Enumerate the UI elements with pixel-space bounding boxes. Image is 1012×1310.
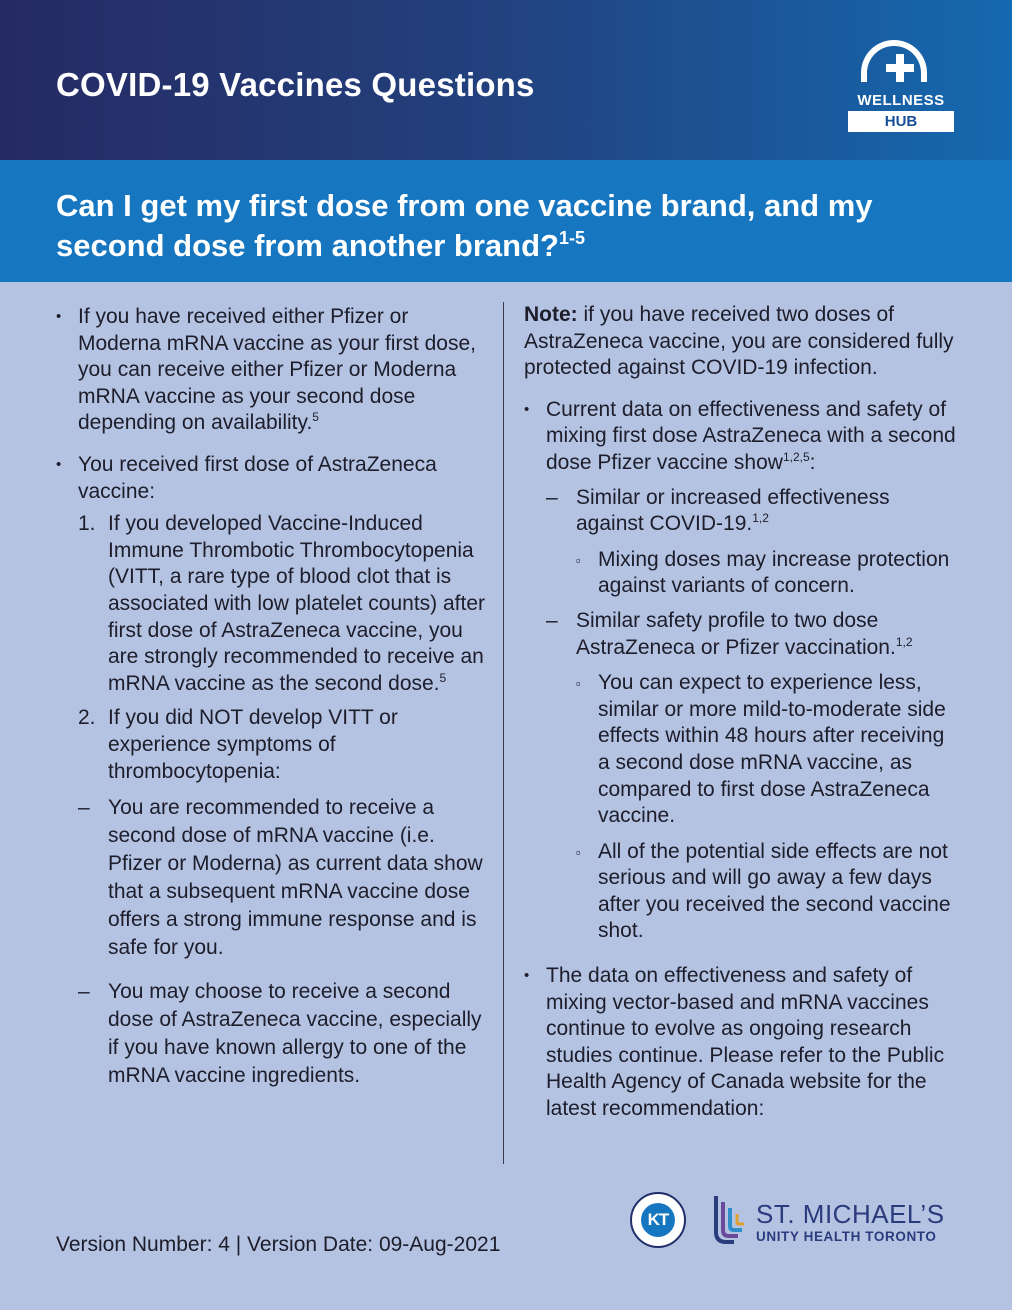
version-info: Version Number: 4 | Version Date: 09-Aug-2021 bbox=[56, 1233, 501, 1256]
logo-wordmark: WELLNESS bbox=[857, 92, 945, 109]
dash-item bbox=[56, 978, 488, 1090]
note-paragraph bbox=[524, 302, 960, 382]
square-item bbox=[524, 547, 960, 600]
question-banner bbox=[0, 160, 1012, 282]
st-michaels-name: ST. MICHAEL’S bbox=[756, 1199, 945, 1229]
dash-item bbox=[56, 794, 488, 962]
document-title: COVID-19 Vaccines Questions bbox=[56, 66, 535, 103]
list-item-suffix: : bbox=[809, 450, 816, 474]
dash-marker: – bbox=[78, 796, 90, 820]
square-item bbox=[524, 839, 960, 945]
square-bullet-icon: ▫ bbox=[576, 676, 581, 692]
wellness-hub-logo bbox=[848, 40, 954, 132]
bullet-marker: • bbox=[524, 400, 530, 418]
list-item-text: If you did NOT develop VITT or experience symptoms of thrombocytopenia: bbox=[108, 706, 398, 783]
list-item bbox=[56, 452, 488, 505]
square-item bbox=[524, 670, 960, 830]
dash-marker: – bbox=[78, 980, 90, 1004]
list-item bbox=[56, 304, 488, 437]
list-item-text: Similar or increased effectiveness against COVID-19. bbox=[576, 485, 890, 536]
logo-hub-label: HUB bbox=[848, 111, 954, 132]
list-item-text: If you developed Vaccine-Induced Immune Thrombotic Thrombocytopenia (VITT, a rare type of blood clot that is associated with low platelet counts) after first dose of AstraZeneca vaccine, you are strongly recommended to receive an mRNA vaccine as the second dose. bbox=[108, 512, 486, 695]
bullet-marker: • bbox=[56, 455, 62, 473]
bullet-marker: • bbox=[524, 967, 530, 985]
list-item-text: If you have received either Pfizer or Moderna mRNA vaccine as your first dose, you can receive either Pfizer or Moderna mRNA vaccine as your second dose depending on availability. bbox=[78, 305, 476, 435]
numbered-item bbox=[56, 705, 488, 785]
list-item-text: You received first dose of AstraZeneca vaccine: bbox=[78, 452, 437, 503]
reference: 1,2,5 bbox=[782, 449, 810, 464]
list-item-text: You can expect to experience less, similar or more mild-to-moderate side effects within 48 hours after receiving a second dose mRNA vaccine, as compared to first dose AstraZeneca vaccine. bbox=[598, 671, 946, 828]
kt-logo-mark: KT bbox=[641, 1203, 675, 1237]
question-reference: 1-5 bbox=[558, 228, 585, 248]
numbered-item bbox=[56, 511, 488, 697]
reference: 1,2 bbox=[752, 511, 769, 526]
st-michaels-logo-icon bbox=[712, 1192, 748, 1246]
right-column bbox=[524, 302, 960, 1123]
square-bullet-icon: ▫ bbox=[576, 552, 581, 568]
list-item-text: Similar safety profile to two dose AstraZeneca or Pfizer vaccination. bbox=[576, 608, 896, 659]
column-divider bbox=[503, 302, 504, 1164]
reference: 5 bbox=[312, 410, 319, 425]
left-column bbox=[56, 304, 488, 1090]
note-label: Note: bbox=[524, 303, 578, 326]
list-item-text: Current data on effectiveness and safety of mixing first dose AstraZeneca with a second dose Pfizer vaccine show bbox=[546, 397, 956, 474]
list-item-text: The data on effectiveness and safety of mixing vector-based and mRNA vaccines continue to evolve as ongoing research studies continue. Please refer to the Public Health Agency of Canada website for the latest recommendation: bbox=[546, 964, 945, 1121]
dash-marker: – bbox=[546, 485, 558, 509]
dash-item bbox=[524, 485, 960, 538]
plus-icon bbox=[886, 54, 914, 82]
list-item bbox=[524, 397, 960, 477]
question-heading bbox=[56, 186, 956, 266]
bullet-marker: • bbox=[56, 308, 62, 325]
number-marker: 1. bbox=[78, 512, 96, 536]
number-marker: 2. bbox=[78, 706, 96, 730]
note-text: if you have received two doses of AstraZeneca vaccine, you are considered fully protected against COVID-19 infection. bbox=[524, 303, 954, 380]
dash-marker: – bbox=[546, 608, 558, 632]
list-item-text: Mixing doses may increase protection against variants of concern. bbox=[598, 547, 950, 598]
unity-health-toronto: UNITY HEALTH TORONTO bbox=[756, 1229, 937, 1244]
question-text: Can I get my first dose from one vaccine brand, and my second dose from another brand? bbox=[56, 188, 873, 263]
dash-item bbox=[524, 608, 960, 661]
square-bullet-icon: ▫ bbox=[576, 844, 581, 860]
list-item-text: You may choose to receive a second dose of AstraZeneca vaccine, especially if you have known allergy to one of the mRNA vaccine ingredients. bbox=[108, 980, 482, 1088]
list-item-text: All of the potential side effects are not serious and will go away a few days after you received the second vaccine shot. bbox=[598, 839, 951, 943]
reference: 5 bbox=[439, 670, 447, 685]
reference: 1,2 bbox=[895, 634, 913, 649]
header-banner bbox=[0, 0, 1012, 160]
list-item-text: You are recommended to receive a second dose of mRNA vaccine (i.e. Pfizer or Moderna) as current data show that a subsequent mRNA vaccine dose offers a strong immune response and is safe for you. bbox=[108, 796, 483, 960]
list-item bbox=[524, 963, 960, 1123]
knowledge-translation-logo bbox=[630, 1192, 686, 1248]
